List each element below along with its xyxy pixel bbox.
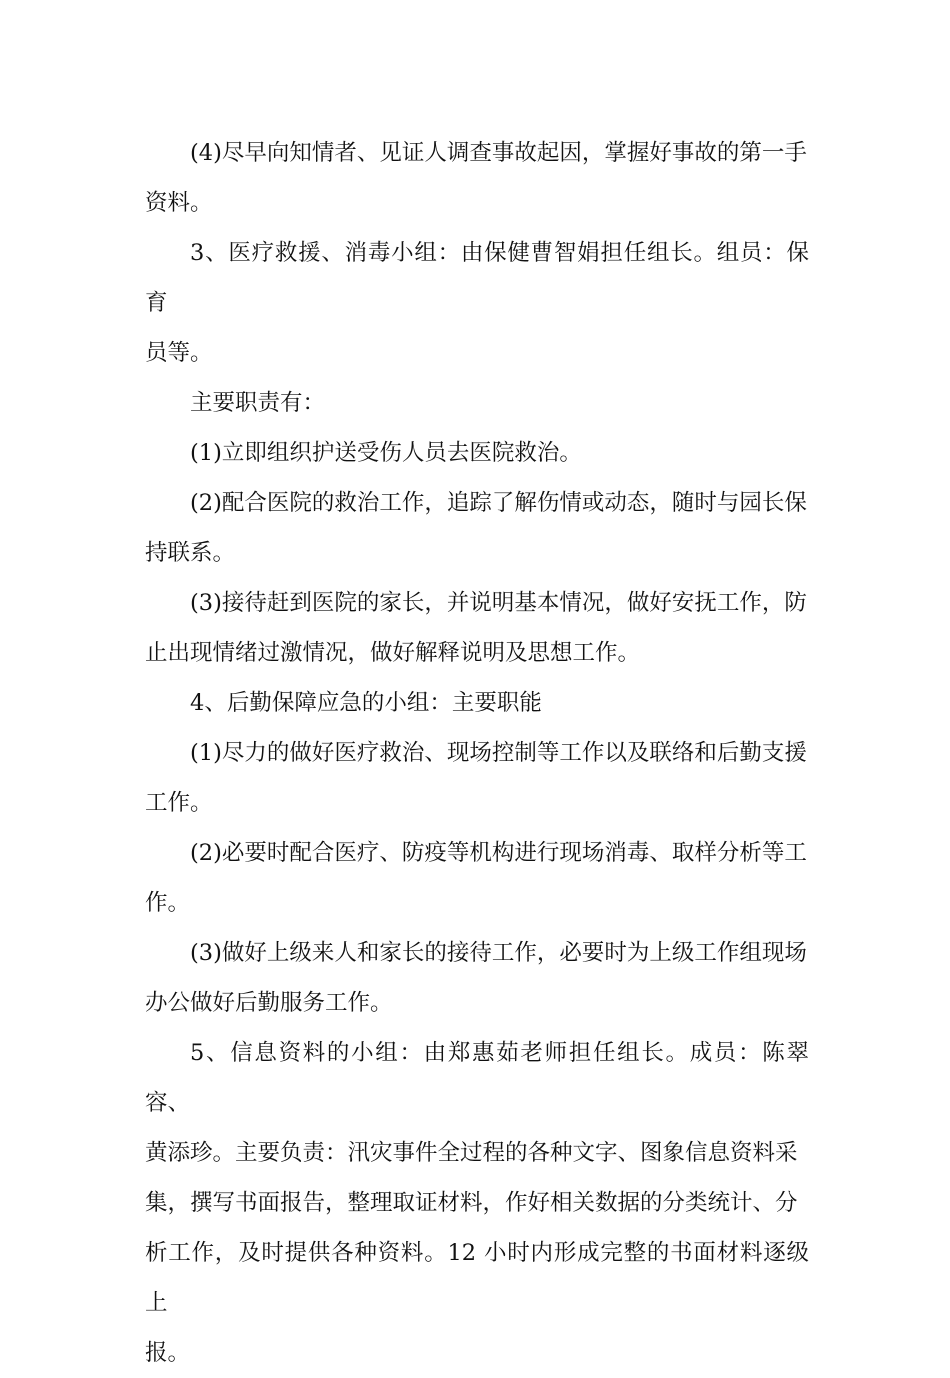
paragraph-logistics-item-2: (2)必要时配合医疗、防疫等机构进行现场消毒、取样分析等工 作。 bbox=[145, 840, 807, 916]
document-body bbox=[145, 128, 809, 1378]
paragraph-medical-rescue-group: 3、医疗救援、消毒小组：由保健曹智娟担任组长。组员：保育 员等。 bbox=[145, 240, 809, 366]
paragraph-logistics-group: 4、后勤保障应急的小组：主要职能 bbox=[190, 690, 542, 716]
paragraph-item-3-receive-parents: (3)接待赶到医院的家长，并说明基本情况，做好安抚工作，防 止出现情绪过激情况，做好解释说明及思想工作。 bbox=[145, 590, 807, 666]
paragraph-logistics-item-1: (1)尽力的做好医疗救治、现场控制等工作以及联络和后勤支援 工作。 bbox=[145, 740, 807, 816]
paragraph-main-duties-heading: 主要职责有： bbox=[190, 390, 326, 416]
paragraph-information-group: 5、信息资料的小组：由郑惠茹老师担任组长。成员：陈翠容、 黄添珍。主要负责：汛灾事件全过程的各种文字、图象信息资料采 集，撰写书面报告，整理取证材料，作好相关数据的分类统计、分 析工作，及时提供各种资料。12 小时内形成完整的书面材料逐级上 报。 bbox=[145, 1040, 809, 1366]
paragraph-item-1-escort: (1)立即组织护送受伤人员去医院救治。 bbox=[190, 440, 582, 466]
paragraph-item-2-cooperate: (2)配合医院的救治工作，追踪了解伤情或动态，随时与园长保 持联系。 bbox=[145, 490, 807, 566]
paragraph-logistics-item-3: (3)做好上级来人和家长的接待工作，必要时为上级工作组现场 办公做好后勤服务工作。 bbox=[145, 940, 807, 1016]
paragraph-item-4-investigate: (4)尽早向知情者、见证人调查事故起因，掌握好事故的第一手 资料。 bbox=[145, 140, 807, 216]
